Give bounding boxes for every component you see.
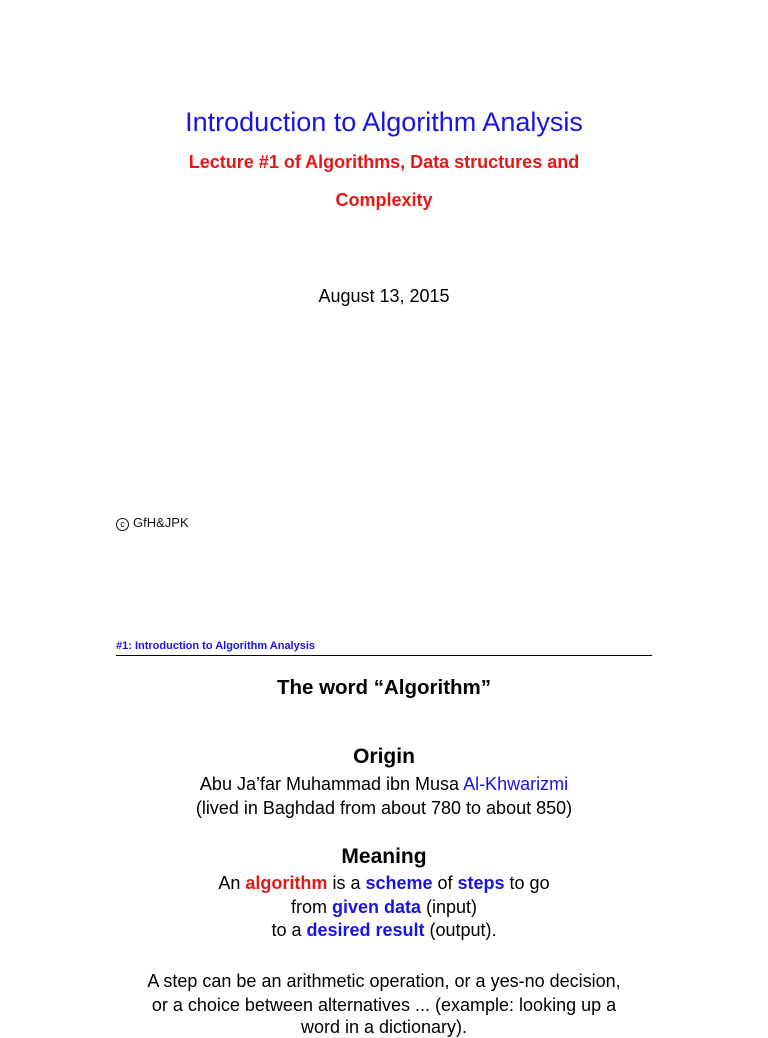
step-line-2: or a choice between alternatives ... (example: looking up a bbox=[151, 995, 617, 1015]
meaning-text: to go bbox=[504, 873, 550, 893]
origin-line-1 bbox=[0, 774, 768, 795]
meaning-text: from bbox=[290, 897, 332, 917]
lecture-date: August 13, 2015 bbox=[318, 286, 450, 306]
term-algorithm: algorithm bbox=[245, 873, 328, 893]
header-rule bbox=[116, 655, 652, 656]
meaning-text: (output). bbox=[424, 920, 497, 940]
meaning-text: of bbox=[432, 873, 458, 893]
term-given-data: given data bbox=[331, 897, 421, 917]
step-line-3: word in a dictionary). bbox=[300, 1017, 468, 1037]
slide-title: Introduction to Algorithm Analysis bbox=[185, 107, 583, 137]
running-head: #1: Introduction to Algorithm Analysis bbox=[116, 640, 316, 652]
copyright-icon: c bbox=[116, 518, 129, 531]
origin-line-2: (lived in Baghdad from about 780 to about 850) bbox=[195, 798, 573, 818]
origin-heading: Origin bbox=[353, 745, 415, 768]
term-desired-result: desired result bbox=[306, 920, 425, 940]
step-line-1: A step can be an arithmetic operation, or a yes-no decision, bbox=[147, 971, 621, 991]
meaning-text: (input) bbox=[421, 897, 478, 917]
term-scheme: scheme bbox=[365, 873, 433, 893]
slide-subtitle-line-2: Complexity bbox=[335, 190, 433, 210]
meaning-heading: Meaning bbox=[341, 845, 427, 868]
section-heading: The word “Algorithm” bbox=[276, 676, 492, 699]
meaning-text: An bbox=[218, 873, 246, 893]
copyright-holder: GfH&JPK bbox=[133, 515, 189, 530]
meaning-text: to a bbox=[271, 920, 307, 940]
origin-name-highlight: Al-Khwarizmi bbox=[463, 774, 569, 794]
copyright-notice bbox=[116, 515, 189, 531]
meaning-line-1 bbox=[0, 873, 768, 894]
term-steps: steps bbox=[457, 873, 505, 893]
meaning-line-3 bbox=[0, 920, 768, 941]
meaning-line-2 bbox=[0, 897, 768, 918]
slide-subtitle-line-1: Lecture #1 of Algorithms, Data structures and bbox=[188, 152, 580, 172]
meaning-text: is a bbox=[327, 873, 366, 893]
origin-name-prefix: Abu Ja’far Muhammad ibn Musa bbox=[199, 774, 464, 794]
